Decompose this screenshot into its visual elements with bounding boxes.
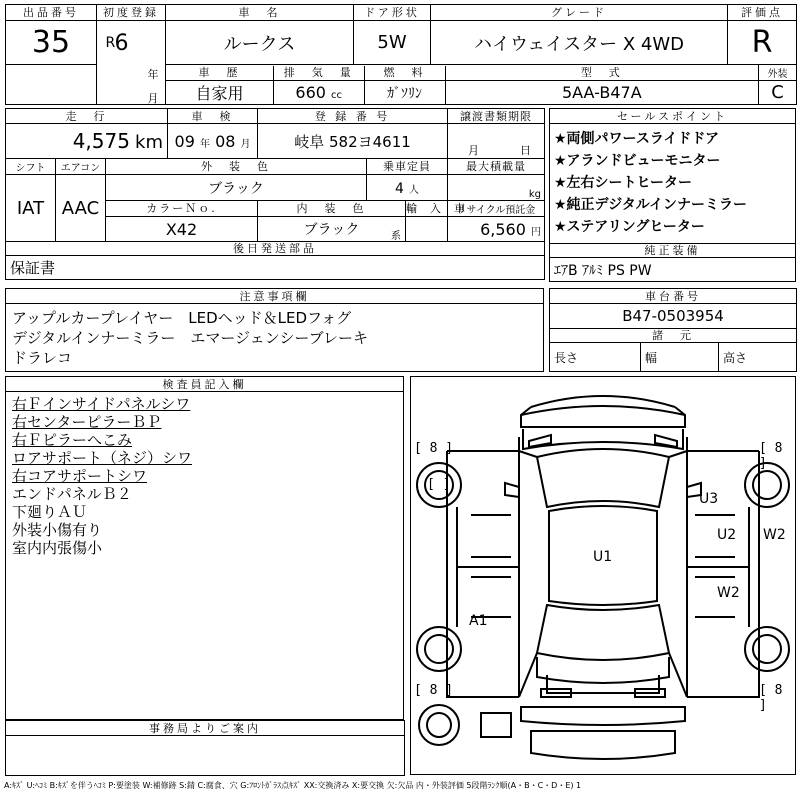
exterior-grade-label: 外装	[759, 65, 797, 81]
exterior-grade: C	[759, 81, 797, 105]
sales-point-item: ★ステアリングヒーター	[554, 219, 705, 235]
model-label: 型 式	[445, 66, 758, 80]
interior-color-label: 内 装 色	[258, 201, 406, 217]
color-no: X42	[106, 217, 258, 242]
legend: A:ｷｽﾞ U:ﾍｺﾐ B:ｷｽﾞを伴うﾍｺﾐ P:要塗装 W:補修跡 S:錆 C:腐食、穴 G:ﾌﾛﾝﾄｶﾞﾗｽ点ｷｽﾞ XX:交換済み X:要交換 欠:欠品 内・外装評価 5段階ﾗﾝｸ順(A・B・C・D・E) 1	[4, 781, 582, 790]
notes-table	[5, 288, 544, 372]
first-reg-cell	[104, 21, 166, 105]
inspector-item: ロアサポート（ネジ）シワ	[12, 449, 193, 467]
damage-mark-u1: U1	[593, 549, 613, 565]
chassis-label: 車台番号	[550, 289, 797, 304]
car-name-label: 車 名	[166, 5, 354, 21]
length-label: 長さ	[550, 343, 641, 372]
later-parts-label: 後日発送部品	[6, 242, 545, 256]
displacement-cell	[273, 81, 364, 104]
sales-points-label: セールスポイント	[550, 109, 796, 124]
capacity: 4	[395, 181, 404, 197]
reg-year: 6	[114, 31, 129, 56]
notes-body	[6, 304, 544, 372]
transfer-month: 月	[468, 144, 480, 157]
interior-color: ブラック	[303, 222, 360, 238]
sales-point-item: ★両側パワースライドドア	[554, 131, 720, 147]
damage-mark-a1: A1	[469, 613, 488, 629]
transfer-day: 日	[520, 144, 532, 157]
mileage-label: 走 行	[6, 109, 168, 124]
fuel: ｶﾞｿﾘﾝ	[364, 81, 445, 104]
month-unit: 月	[147, 92, 159, 105]
chassis-number: B47-0503954	[550, 304, 797, 329]
shift: IAT	[6, 175, 56, 242]
car-outline	[411, 377, 795, 774]
sales-points-table	[549, 108, 796, 282]
recycle-label: リサイクル預託金	[448, 201, 545, 217]
inspector-item: 外装小傷有り	[12, 521, 103, 539]
inspector-item: 室内内張傷小	[12, 539, 103, 557]
plate-label: 登 録 番 号	[258, 109, 448, 124]
inspector-item: 右センターピラーＢＰ	[12, 413, 162, 431]
inspector-item: 下廻りＡＵ	[12, 503, 88, 521]
recycle-unit: 円	[531, 226, 542, 238]
ac: AAC	[56, 175, 106, 242]
later-parts: 保証書	[6, 256, 545, 280]
notes-line: ドラレコ	[12, 349, 73, 367]
insp-month: 08	[215, 131, 236, 151]
grade-label: グレード	[431, 5, 728, 21]
sales-points-list	[550, 124, 796, 244]
color-no-label: カラーＮｏ.	[106, 201, 258, 217]
load-label: 最大積載量	[448, 159, 545, 175]
car-name: ルークス	[166, 21, 354, 65]
plate: 岐阜 582ヨ4611	[258, 124, 448, 159]
recycle: 6,560	[480, 219, 526, 239]
mileage: 4,575	[72, 129, 130, 153]
score: R	[728, 21, 797, 65]
dimensions-label: 諸 元	[550, 329, 797, 343]
width-label: 幅	[641, 343, 719, 372]
notes-label: 注意事項欄	[6, 289, 544, 304]
grade: ハイウェイスター X 4WD	[431, 21, 728, 65]
office-body	[6, 736, 405, 776]
lot-label: 出品番号	[6, 5, 97, 21]
sales-point-item: ★純正デジタルインナーミラー	[554, 197, 748, 213]
import-label: 輸 入 車	[406, 202, 467, 215]
capacity-cell	[367, 175, 448, 201]
header-table	[5, 4, 797, 105]
first-reg-label: 初度登録	[97, 5, 166, 21]
tread-front-left: [ 8 ]	[414, 441, 454, 456]
displacement-label: 排 気 量	[273, 66, 364, 80]
insp-year-unit: 年	[199, 138, 210, 150]
insp-year: 09	[174, 131, 195, 151]
tread-rear-right: [ 8 ]	[759, 683, 783, 713]
inspector-body	[6, 392, 404, 720]
office-label: 事務局よりご案内	[6, 721, 405, 736]
history-label: 車 歴	[166, 66, 273, 80]
notes-line: デジタルインナーミラー エマージェンシーブレーキ	[12, 329, 369, 347]
capacity-label: 乗車定員	[367, 159, 448, 175]
score-label: 評価点	[728, 5, 797, 21]
vehicle-info-table	[5, 108, 545, 280]
notes-line: アップルカープレイヤー LEDヘッド＆LEDフォグ	[12, 309, 352, 327]
inspection-cell	[168, 124, 258, 159]
ac-label: エアコン	[56, 159, 106, 175]
mileage-unit: km	[135, 132, 164, 153]
model: 5AA-B47A	[445, 81, 758, 104]
door-type: 5W	[354, 21, 431, 65]
color-label: 外 装 色	[106, 159, 367, 175]
color: ブラック	[106, 175, 367, 201]
chassis-table	[549, 288, 797, 372]
shift-label: シフト	[6, 159, 56, 175]
transfer-label: 譲渡書類期限	[448, 109, 545, 124]
load-unit: kg	[448, 175, 545, 201]
transfer-cell	[448, 124, 545, 159]
inspector-table	[5, 376, 404, 720]
year-unit: 年	[147, 68, 159, 81]
damage-mark-w2-right: W2	[763, 527, 786, 543]
fuel-label: 燃 料	[364, 66, 445, 80]
tread-front-right: [ 8 ]	[759, 441, 783, 471]
recycle-cell	[448, 217, 545, 242]
damage-mark-u2: U2	[717, 527, 737, 543]
inspector-item: 右Ｆインサイドパネルシワ	[12, 395, 191, 413]
damage-diagram	[410, 376, 796, 775]
mileage-cell	[6, 124, 168, 159]
damage-mark-u3: U3	[699, 491, 719, 507]
lot-number: 35	[6, 21, 97, 65]
displacement-unit: cc	[331, 90, 343, 101]
capacity-unit: 人	[409, 185, 420, 196]
interior-color-cell	[258, 217, 406, 242]
inspector-item: 右コアサポートシワ	[12, 467, 148, 485]
insp-month-unit: 月	[240, 138, 251, 150]
inspection-label: 車 検	[168, 109, 258, 124]
height-label: 高さ	[719, 343, 797, 372]
spare-tire-mark: [ ]	[427, 477, 451, 492]
interior-color-unit: 系	[391, 231, 402, 242]
era: R	[105, 35, 116, 51]
genuine-equipment: ｴｱB ｱﾙﾐ PS PW	[550, 258, 796, 282]
import-value	[406, 217, 448, 242]
genuine-equipment-label: 純正装備	[550, 244, 796, 258]
inspector-label: 検査員記入欄	[6, 377, 404, 392]
history: 自家用	[166, 81, 273, 104]
damage-mark-w2-side: W2	[717, 585, 740, 601]
inspector-item: エンドパネルＢ２	[12, 485, 132, 503]
displacement: 660	[295, 83, 326, 102]
sales-point-item: ★アランドビューモニター	[554, 153, 721, 169]
tread-rear-left: [ 8 ]	[414, 683, 454, 698]
door-label: ドア形状	[354, 5, 431, 21]
sales-point-item: ★左右シートヒーター	[554, 175, 692, 191]
inspector-item: 右Ｆピラーへこみ	[12, 431, 133, 449]
